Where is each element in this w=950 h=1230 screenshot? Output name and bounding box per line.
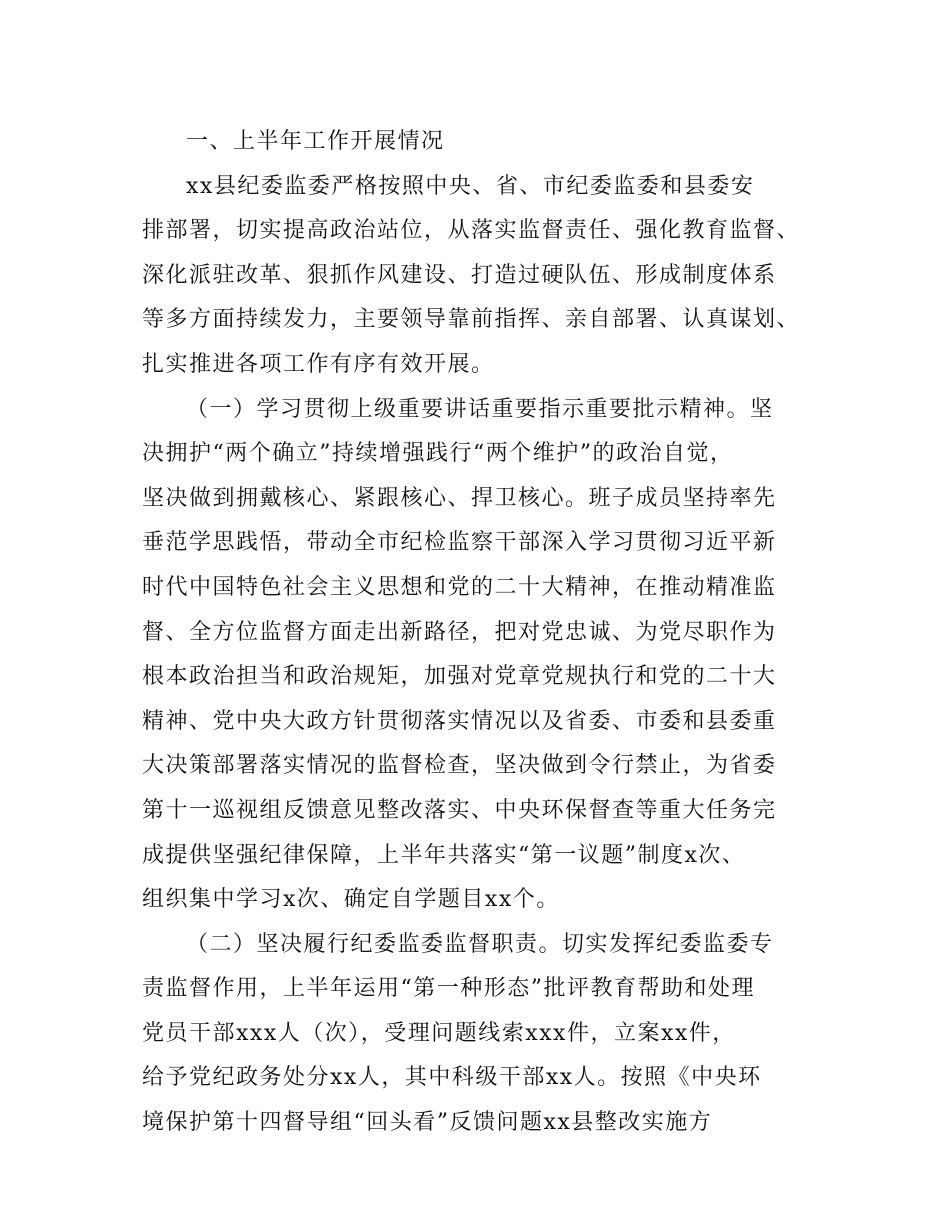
paragraph-2-line-2: 决拥护“两个确立”持续增强践行“两个维护”的政治自觉，	[142, 441, 734, 467]
section-heading: 一、上半年工作开展情况	[186, 129, 445, 154]
paragraph-1-line-5: 扎实推进各项工作有序有效开展。	[142, 351, 495, 377]
paragraph-2-line-1: （一）学习贯彻上级重要讲话重要指示重要批示精神。坚	[186, 396, 774, 422]
paragraph-2-line-6: 督、全方位监督方面走出新路径，把对党忠诚、为党尽职作为	[142, 619, 777, 645]
paragraph-2-line-10: 第十一巡视组反馈意见整改落实、中央环保督查等重大任务完	[142, 797, 777, 823]
paragraph-2-line-7: 根本政治担当和政治规矩，加强对党章党规执行和党的二十大	[142, 664, 777, 690]
paragraph-2-line-4: 垂范学思践悟，带动全市纪检监察干部深入学习贯彻习近平新	[142, 530, 777, 556]
paragraph-2-line-9: 大决策部署落实情况的监督检查，坚决做到令行禁止，为省委	[142, 753, 777, 779]
paragraph-3-line-2: 责监督作用，上半年运用“第一种形态”批评教育帮助和处理	[142, 976, 755, 1002]
paragraph-2-line-12: 组织集中学习x次、确定自学题目xx个。	[142, 887, 560, 913]
paragraph-2-line-8: 精神、党中央大政方针贯彻落实情况以及省委、市委和县委重	[142, 708, 777, 734]
paragraph-1-line-3: 深化派驻改革、狠抓作风建设、打造过硬队伍、形成制度体系	[142, 262, 777, 288]
paragraph-2-line-3: 坚决做到拥戴核心、紧跟核心、捍卫核心。班子成员坚持率先	[142, 485, 777, 511]
document-body	[142, 120, 832, 1146]
paragraph-1-line-2: 排部署，切实提高政治站位，从落实监督责任、强化教育监督、	[142, 218, 801, 244]
paragraph-1-line-4: 等多方面持续发力，主要领导靠前指挥、亲自部署、认真谋划、	[142, 307, 801, 333]
paragraph-3-line-5: 境保护第十四督导组“回头看”反馈问题xx县整改实施方	[142, 1110, 713, 1136]
paragraph-3-line-4: 给予党纪政务处分xx人，其中科级干部xx人。按照《中央环	[142, 1065, 762, 1091]
paragraph-2-line-5: 时代中国特色社会主义思想和党的二十大精神，在推动精准监	[142, 574, 777, 600]
paragraph-3-line-3: 党员干部xxx人（次），受理问题线索xxx件，立案xx件，	[142, 1020, 736, 1046]
paragraph-2-line-11: 成提供坚强纪律保障，上半年共落实“第一议题”制度x次、	[142, 842, 746, 868]
paragraph-3-line-1: （二）坚决履行纪委监委监督职责。切实发挥纪委监委专	[186, 931, 774, 957]
paragraph-1-line-1: xx县纪委监委严格按照中央、省、市纪委监委和县委安	[186, 173, 755, 199]
